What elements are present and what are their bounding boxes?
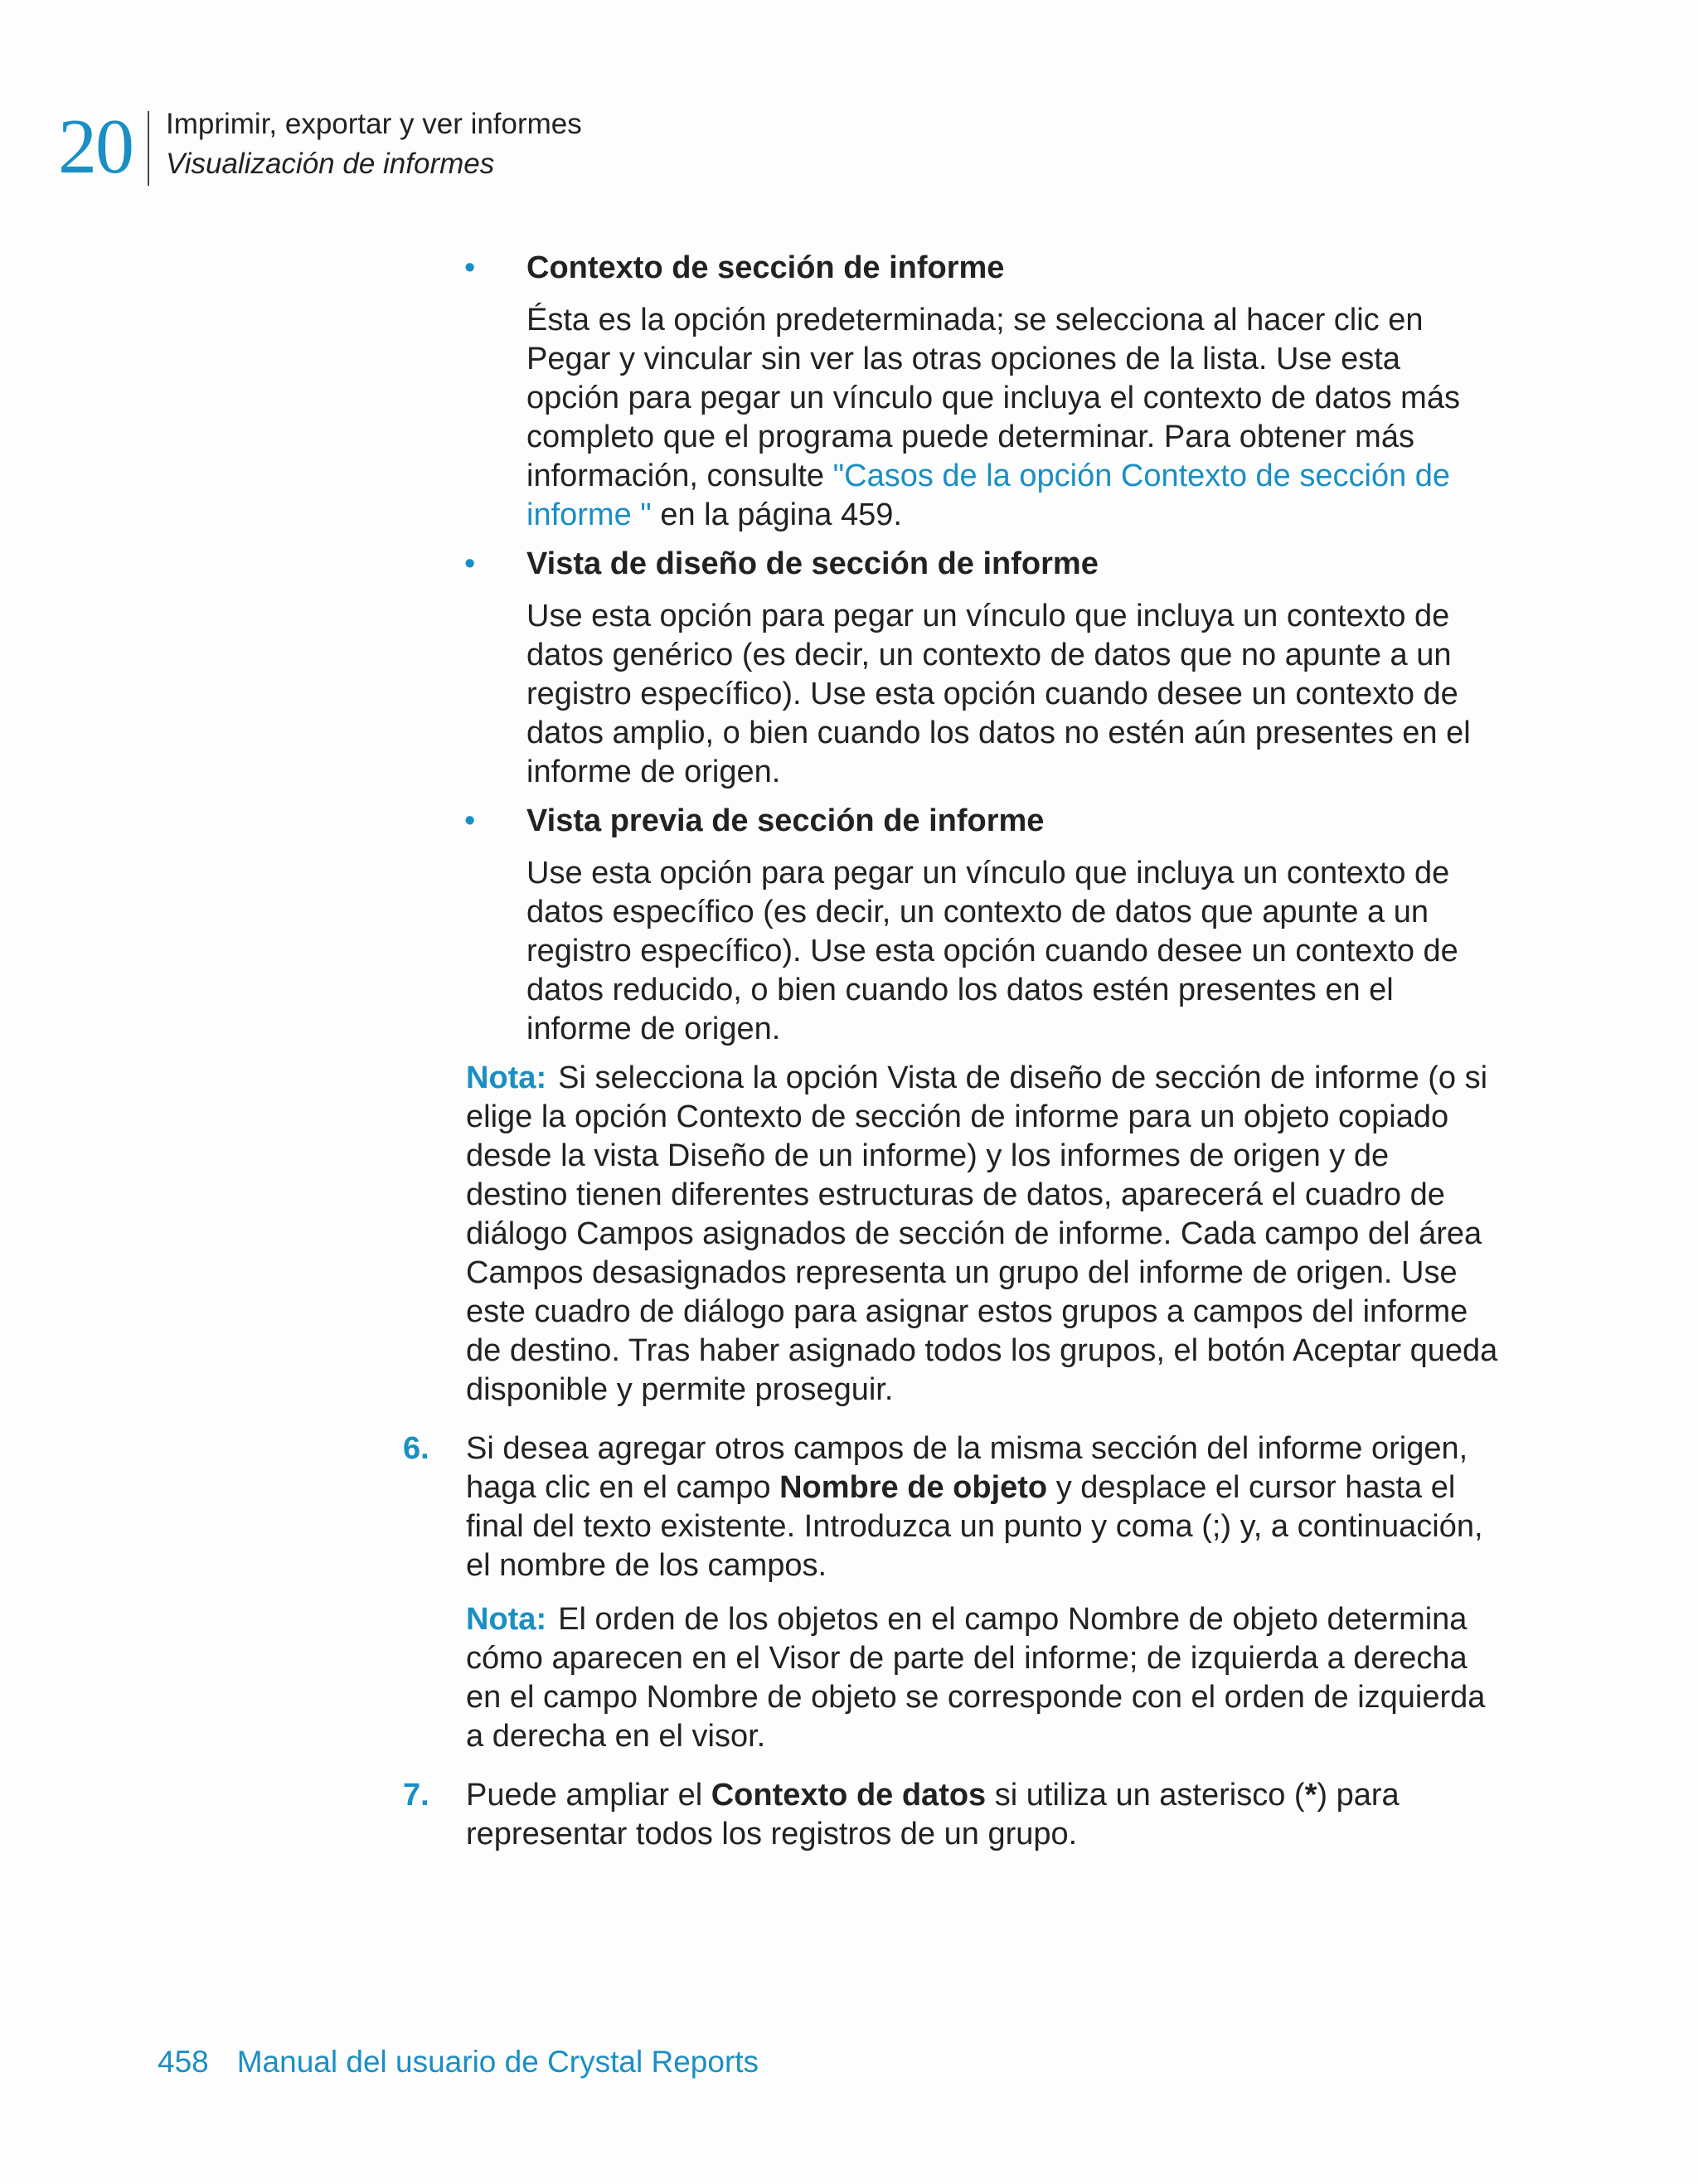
ui-term: Nombre de objeto xyxy=(779,1470,1048,1505)
step-text-part: Puede ampliar el xyxy=(466,1778,711,1813)
bullet-body-text: Ésta es la opción predeterminada; se selecciona al hacer clic en Pegar y vincular sin ver las otras opciones de la lista. Use esta opción para pegar un vínculo que incluya el contexto de datos más completo que el programa puede determinar. Para obtener más información, consulte xyxy=(526,303,1460,493)
bullet-body-text-end: en la página 459. xyxy=(651,497,902,532)
cross-reference-link[interactable]: "Casos de la opción Contexto de sección de informe " xyxy=(526,459,1451,532)
note xyxy=(0,1059,1498,1410)
step-text-part: ) para representar todos los registros de un grupo. xyxy=(466,1778,1400,1852)
note xyxy=(466,1600,1498,1756)
step-text-part: si utiliza un asterisco ( xyxy=(986,1778,1305,1813)
bullet-item-contexto xyxy=(0,249,1497,535)
bullet-heading: Contexto de sección de informe xyxy=(526,250,1005,285)
step-number: 6. xyxy=(403,1431,429,1466)
chapter-title: Imprimir, exportar y ver informes xyxy=(166,108,582,140)
note-text: Si selecciona la opción Vista de diseño de sección de informe (o si elige la opción Contexto de sección de informe para un objeto copiado desde la vista Diseño de un informe) y los informes de origen y de destino tienen diferentes estructuras de datos, aparecerá el cuadro de diálogo Campos asignados de sección de informe. Cada campo del área Campos desasignados representa un grupo del informe de origen. Use este cuadro de diálogo para asignar estos grupos a campos del informe de destino. Tras haber asignado todos los grupos, el botón Aceptar queda disponible y permite proseguir. xyxy=(466,1060,1498,1407)
step-text-part: y desplace el cursor hasta el final del texto existente. Introduzca un punto y coma (;) y, a continuación, el nombre de los campos. xyxy=(466,1470,1483,1583)
section-title: Visualización de informes xyxy=(166,148,495,180)
step-6 xyxy=(0,1429,1498,1756)
manual-title: Manual del usuario de Crystal Reports xyxy=(236,2045,759,2079)
bullet-item-vista-previa xyxy=(0,802,1497,1049)
page-body xyxy=(0,249,1698,1854)
note-text: El orden de los objetos en el campo Nombre de objeto determina cómo aparecen en el Visor de parte del informe; de izquierda a derecha en el campo Nombre de objeto se corresponde con el orden de izquierda a derecha en el visor. xyxy=(466,1602,1486,1754)
bullet-icon: • xyxy=(464,546,476,581)
ui-term: Contexto de datos xyxy=(711,1778,987,1813)
bullet-item-vista-diseno xyxy=(0,545,1497,792)
bullet-heading: Vista previa de sección de informe xyxy=(526,803,1045,838)
page-number: 458 xyxy=(158,2045,209,2079)
bullet-icon: • xyxy=(464,803,476,838)
note-label: Nota: xyxy=(466,1060,547,1095)
bullet-heading: Vista de diseño de sección de informe xyxy=(526,546,1099,581)
page-header xyxy=(58,106,721,189)
asterisk-symbol: * xyxy=(1304,1778,1317,1813)
bullet-body xyxy=(526,301,1497,535)
note-label: Nota: xyxy=(466,1602,547,1637)
step-text-part: Si desea agregar otros campos de la misma sección del informe origen, haga clic en el campo xyxy=(466,1431,1468,1505)
page-footer xyxy=(158,2045,787,2080)
step-text xyxy=(466,1776,1498,1854)
header-divider xyxy=(148,111,149,186)
bullet-body: Use esta opción para pegar un vínculo que incluya un contexto de datos específico (es decir, un contexto de datos que apunte a un registro específico). Use esta opción cuando desee un contexto de datos reducido, o bien cuando los datos estén presentes en el informe de origen. xyxy=(526,856,1458,1046)
bullet-icon: • xyxy=(464,250,476,285)
step-7 xyxy=(0,1776,1498,1854)
bullet-body: Use esta opción para pegar un vínculo que incluya un contexto de datos genérico (es decir, un contexto de datos que no apunte a un registro específico). Use esta opción cuando desee un contexto de datos amplio, o bien cuando los datos no estén aún presentes en el informe de origen. xyxy=(526,599,1471,789)
step-number: 7. xyxy=(403,1778,429,1813)
chapter-number: 20 xyxy=(58,104,133,190)
step-text xyxy=(466,1429,1498,1585)
